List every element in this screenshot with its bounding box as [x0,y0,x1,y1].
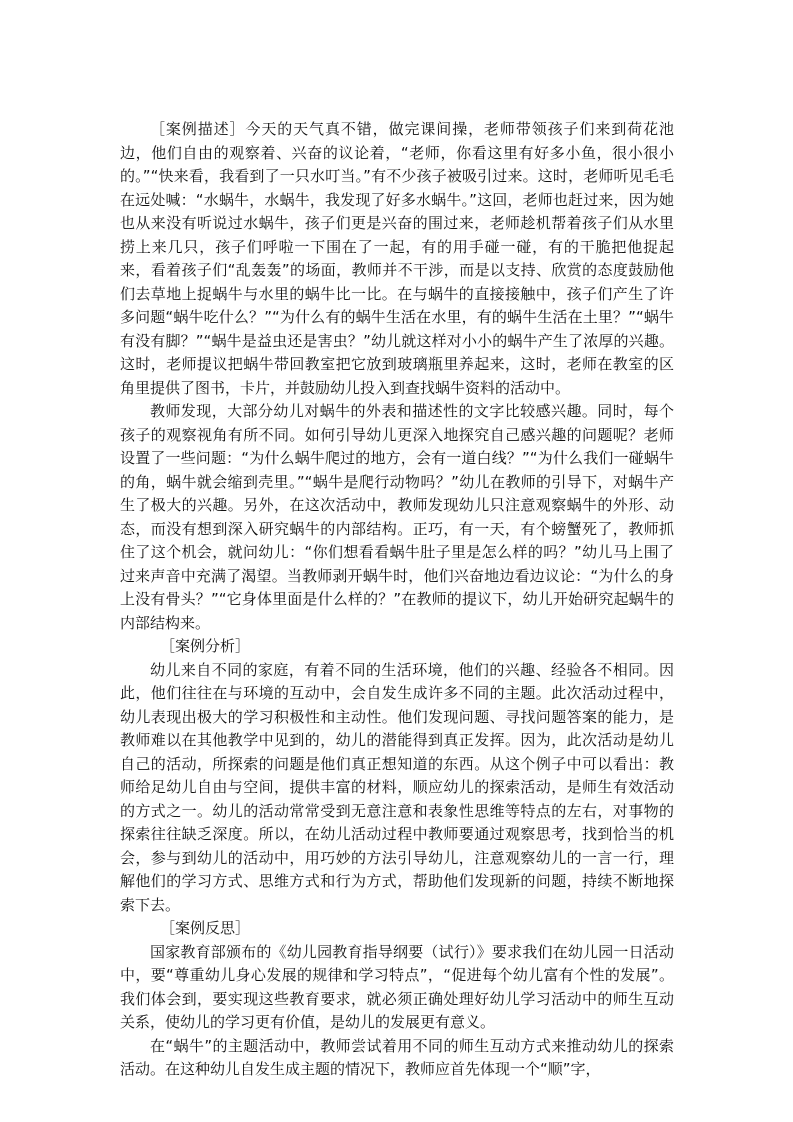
body-paragraph: 在“蜗牛”的主题活动中，教师尝试着用不同的师生互动方式来推动幼儿的探索活动。在这种幼儿自发生成主题的情况下，教师应首先体现一个“顺”字， [120,1036,674,1078]
case-analysis-heading: ［案例分析］ [160,637,251,655]
case-reflection-heading: ［案例反思］ [160,919,251,937]
case-analysis-paragraph: 幼儿来自不同的家庭，有着不同的生活环境，他们的兴趣、经验各不相同。因此，他们往往在与环境的互动中，会自发生成许多不同的主题。此次活动过程中，幼儿表现出极大的学习积极性和主动性。他们发现问题、寻找问题答案的能力，是教师难以在其他教学中见到的，幼儿的潜能得到真正发挥。因为，此次活动是幼儿自己的活动，所探索的问题是他们真正想知道的东西。从这个例子中可以看出：教师给足幼儿自由与空间，提供丰富的材料，顺应幼儿的探索活动，是师生有效活动的方式之一。幼儿的活动常常受到无意注意和表象性思维等特点的左右，对事物的探索往往缺乏深度。所以，在幼儿活动过程中教师要通过观察思考，找到恰当的机会，参与到幼儿的活动中，用巧妙的方法引导幼儿，注意观察幼儿的一言一行，理解他们的学习方式、思维方式和行为方式，帮助他们发现新的问题，持续不断地探索下去。 [120,660,674,914]
case-reflection-paragraph: 国家教育部颁布的《幼儿园教育指导纲要（试行）》要求我们在幼儿园一日活动中，要“尊重幼儿身心发展的规律和学习特点”，“促进每个幼儿富有个性的发展”。我们体会到，要实现这些教育要求，就必须正确处理好幼儿学习活动中的师生互动关系，使幼儿的学习更有价值，是幼儿的发展更有意义。 [120,942,674,1031]
document-body [120,118,674,1082]
body-paragraph: 教师发现，大部分幼儿对蜗牛的外表和描述性的文字比较感兴趣。同时，每个孩子的观察视角有所不同。如何引导幼儿更深入地探究自己感兴趣的问题呢？老师设置了一些问题：“为什么蜗牛爬过的地方，会有一道白线？”“为什么我们一碰蜗牛的角，蜗牛就会缩到壳里。”“蜗牛是爬行动物吗？”幼儿在教师的引导下，对蜗牛产生了极大的兴趣。另外，在这次活动中，教师发现幼儿只注意观察蜗牛的外形、动态，而没有想到深入研究蜗牛的内部结构。正巧，有一天，有个螃蟹死了，教师抓住了这个机会，就问幼儿：“你们想看看蜗牛肚子里是怎么样的吗？”幼儿马上围了过来声音中充满了渴望。当教师剥开蜗牛时，他们兴奋地边看边议论：“为什么的身上没有骨头？”“它身体里面是什么样的？”在教师的提议下，幼儿开始研究起蜗牛的内部结构来。 [120,402,674,632]
case-description-paragraph: ［案例描述］今天的天气真不错，做完课间操，老师带领孩子们来到荷花池边，他们自由的观察着、兴奋的议论着，“老师，你看这里有好多小鱼，很小很小的。”“快来看，我看到了一只水叮当。”有不少孩子被吸引过来。这时，老师听见毛毛在远处喊：“水蜗牛，水蜗牛，我发现了好多水蜗牛。”这回，老师也赶过来，因为她也从来没有听说过水蜗牛，孩子们更是兴奋的围过来，老师趁机帮着孩子们从水里捞上来几只，孩子们呼啦一下围在了一起，有的用手碰一碰，有的干脆把他捉起来，看着孩子们“乱轰轰”的场面，教师并不干涉，而是以支持、欣赏的态度鼓励他们去草地上捉蜗牛与水里的蜗牛比一比。在与蜗牛的直接接触中，孩子们产生了许多问题“蜗牛吃什么？”“为什么有的蜗牛生活在水里，有的蜗牛生活在土里？”“蜗牛有没有脚？”“蜗牛是益虫还是害虫？”幼儿就这样对小小的蜗牛产生了浓厚的兴趣。这时，老师提议把蜗牛带回教室把它放到玻璃瓶里养起来，这时，老师在教室的区角里提供了图书，卡片，并鼓励幼儿投入到查找蜗牛资料的活动中。 [120,120,674,397]
